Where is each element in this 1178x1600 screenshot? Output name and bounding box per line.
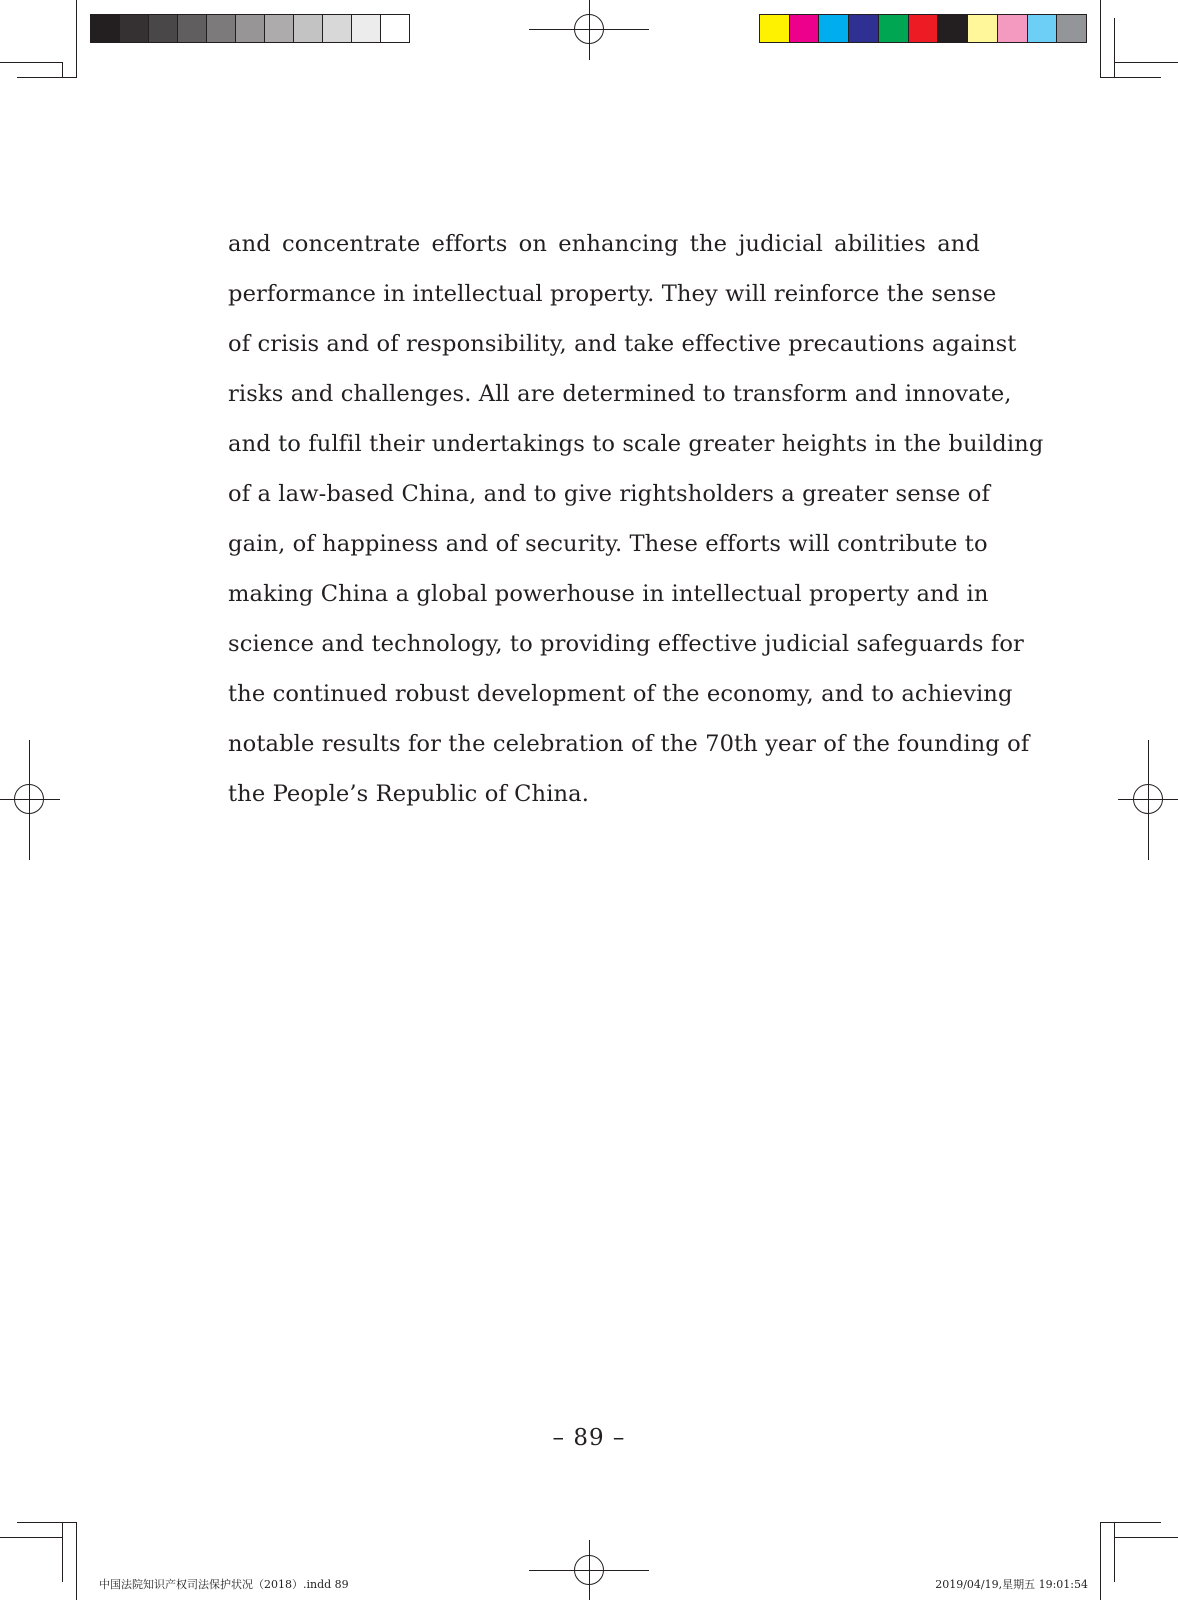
color-swatch xyxy=(1057,15,1086,42)
slug-filename: 中国法院知识产权司法保护状况（2018）.indd 89 xyxy=(99,1578,349,1591)
crop-mark xyxy=(1100,1522,1101,1600)
crop-mark xyxy=(1100,0,1101,78)
crop-mark xyxy=(1114,1522,1115,1582)
crop-mark xyxy=(1100,1522,1161,1523)
crop-mark xyxy=(1114,18,1115,78)
text-line: notable results for the celebration of the 70th year of the founding of xyxy=(228,731,1030,757)
color-swatch xyxy=(294,15,323,42)
text-line: of a law-based China, and to give rightsholders a greater sense of xyxy=(228,481,990,507)
color-swatch xyxy=(207,15,236,42)
text-line: the continued robust development of the economy, and to achieving xyxy=(228,681,1013,707)
slug-timestamp: 2019/04/19,星期五 19:01:54 xyxy=(935,1578,1088,1591)
color-swatch xyxy=(120,15,149,42)
color-swatch xyxy=(381,15,409,42)
text-line: performance in intellectual property. They will reinforce the sense xyxy=(228,281,997,307)
text-line: the People’s Republic of China. xyxy=(228,781,590,807)
body-text xyxy=(228,219,1044,819)
crop-mark xyxy=(62,62,63,78)
crop-mark xyxy=(1114,1537,1178,1538)
color-swatch xyxy=(998,15,1028,42)
color-swatch xyxy=(790,15,820,42)
color-swatch xyxy=(1028,15,1058,42)
crop-mark xyxy=(1148,740,1149,860)
text-line: risks and challenges. All are determined to transform and innovate, xyxy=(228,381,1012,407)
color-swatch xyxy=(91,15,120,42)
text-line: of crisis and of responsibility, and take effective precautions against xyxy=(228,331,1017,357)
crop-mark xyxy=(0,799,60,800)
color-swatch xyxy=(938,15,968,42)
text-line: making China a global powerhouse in intellectual property and in xyxy=(228,581,989,607)
crop-mark xyxy=(17,1522,77,1523)
color-swatch xyxy=(819,15,849,42)
crop-mark xyxy=(76,1522,77,1600)
crop-mark xyxy=(17,77,77,78)
color-swatch xyxy=(352,15,381,42)
color-swatch xyxy=(149,15,178,42)
color-swatch xyxy=(849,15,879,42)
crop-mark xyxy=(29,740,30,860)
page-number: – 89 – xyxy=(552,1425,626,1451)
color-swatch xyxy=(760,15,790,42)
crop-mark xyxy=(76,0,77,78)
crop-mark xyxy=(589,1540,590,1600)
color-swatch xyxy=(968,15,998,42)
color-swatch xyxy=(265,15,294,42)
color-swatch xyxy=(178,15,207,42)
text-line: and concentrate efforts on enhancing the judicial abilities and xyxy=(228,231,980,257)
crop-mark xyxy=(1114,62,1178,63)
grayscale-bar xyxy=(90,14,410,43)
color-swatch xyxy=(879,15,909,42)
crop-mark xyxy=(62,1522,63,1582)
color-bar xyxy=(759,14,1087,43)
text-line: gain, of happiness and of security. These efforts will contribute to xyxy=(228,531,988,557)
crop-mark xyxy=(589,0,590,60)
text-line: science and technology, to providing effective judicial safeguards for xyxy=(228,631,1024,657)
crop-mark xyxy=(0,1537,62,1538)
crop-mark xyxy=(1100,77,1161,78)
color-swatch xyxy=(909,15,939,42)
text-line: and to fulfil their undertakings to scale greater heights in the building xyxy=(228,431,1044,457)
color-swatch xyxy=(323,15,352,42)
color-swatch xyxy=(236,15,265,42)
crop-mark xyxy=(0,62,62,63)
